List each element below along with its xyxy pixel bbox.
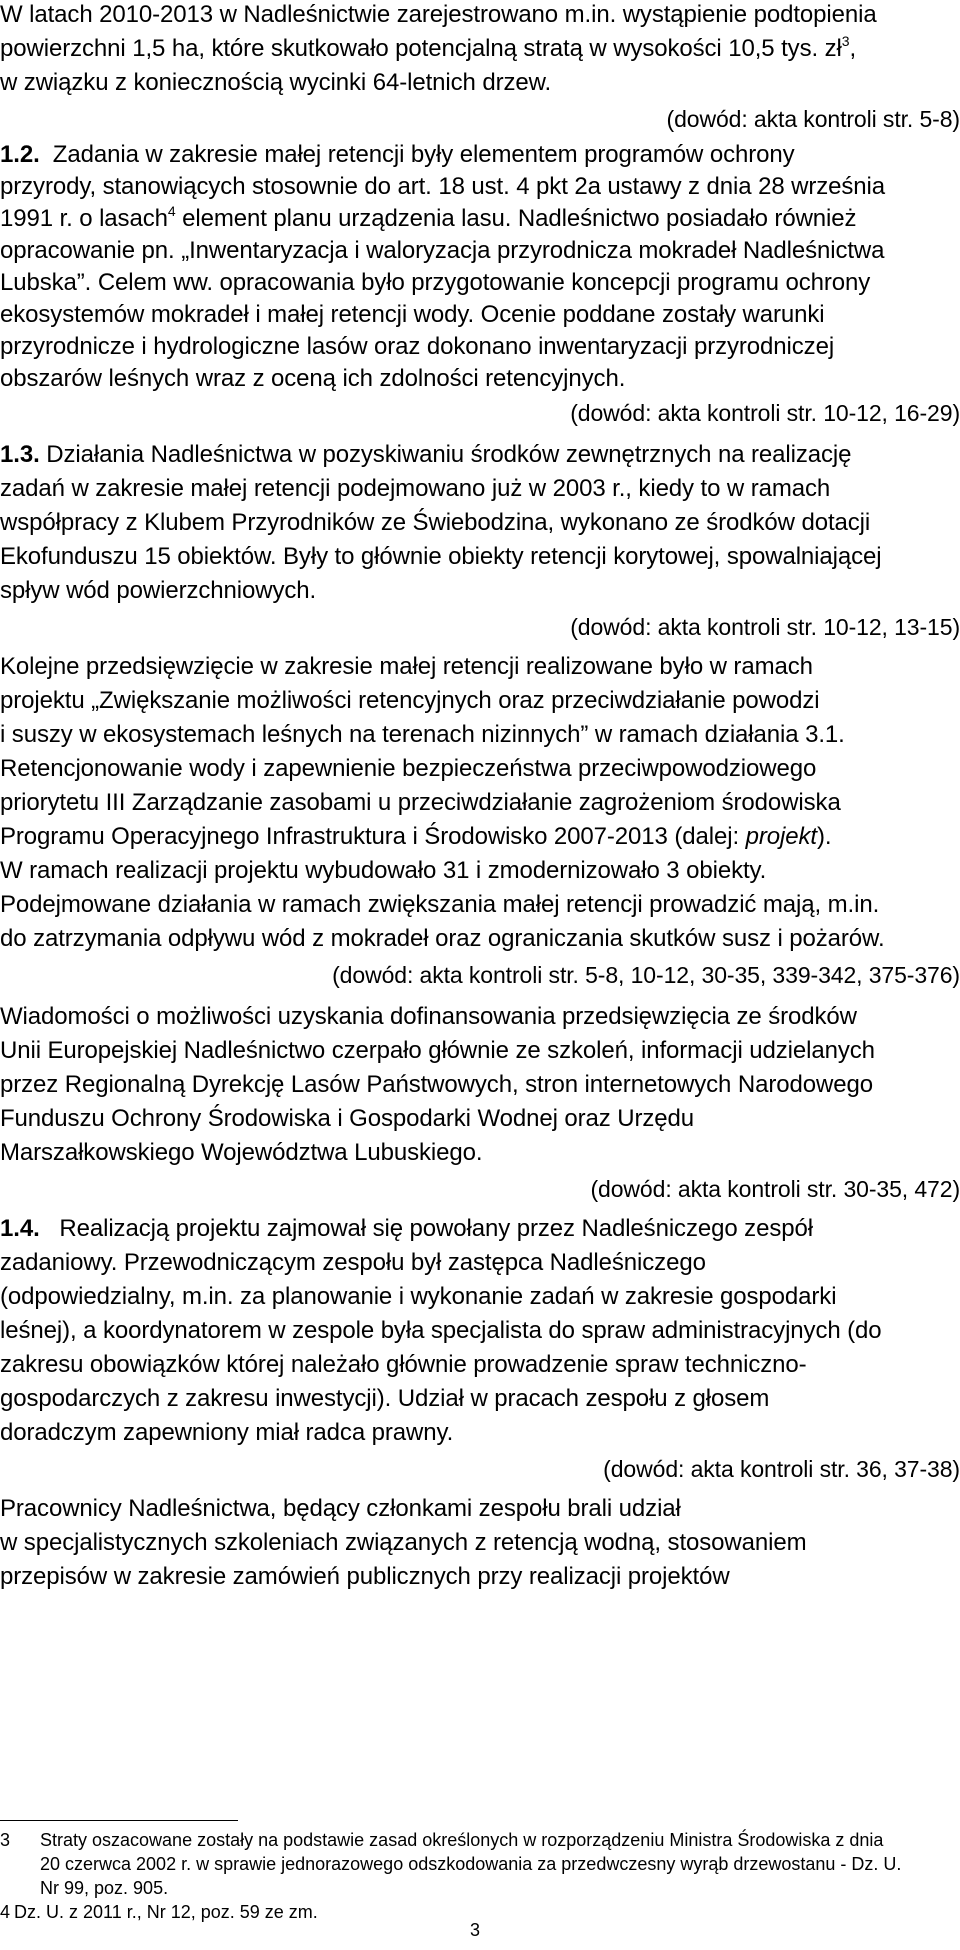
section-number: 1.2. <box>0 141 40 168</box>
text-line: opracowanie pn. „Inwentaryzacja i waloryzacja przyrodnicza mokradeł Nadleśnictwa <box>0 237 885 264</box>
italic-term: projekt <box>745 823 817 850</box>
text-line: W latach 2010-2013 w Nadleśnictwie zarejestrowano m.in. wystąpienie podtopienia <box>0 1 877 28</box>
text-line: w związku z koniecznością wycinki 64-letnich drzew. <box>0 69 552 96</box>
text-line: W ramach realizacji projektu wybudowało 31 i zmodernizowało 3 obiekty. <box>0 857 767 884</box>
text-line: projektu „Zwiększanie możliwości retencyjnych oraz przeciwdziałanie powodzi <box>0 687 820 714</box>
text-line: spływ wód powierzchniowych. <box>0 577 317 604</box>
evidence-reference: (dowód: akta kontroli str. 5-8, 10-12, 30-35, 339-342, 375-376) <box>332 962 960 988</box>
section-number: 1.4. <box>0 1215 40 1242</box>
footnote-ref[interactable]: 4 <box>167 203 176 219</box>
text-line: priorytetu III Zarządzanie zasobami u przeciwdziałanie zagrożeniom środowiska <box>0 789 841 816</box>
text-line: Lubska”. Celem ww. opracowania było przygotowanie koncepcji programu ochrony <box>0 269 871 296</box>
footnote-4-text: Dz. U. z 2011 r., Nr 12, poz. 59 ze zm. <box>14 1902 318 1922</box>
footnote-3-line: Straty oszacowane zostały na podstawie zasad określonych w rozporządzeniu Ministra Środowiska z dnia <box>40 1830 884 1850</box>
text-line: (odpowiedzialny, m.in. za planowanie i wykonanie zadań w zakresie gospodarki <box>0 1283 837 1310</box>
text-line: leśnej), a koordynatorem w zespole była specjalista do spraw administracyjnych (do <box>0 1317 882 1344</box>
text-line: Podejmowane działania w ramach zwiększania małej retencji prowadzić mają, m.in. <box>0 891 880 918</box>
text-line: doradczym zapewniony miał radca prawny. <box>0 1419 454 1446</box>
evidence-reference: (dowód: akta kontroli str. 10-12, 13-15) <box>570 614 960 640</box>
footnote-3-line: Nr 99, poz. 905. <box>40 1878 169 1898</box>
text-line: Pracownicy Nadleśnictwa, będący członkami zespołu brali udział <box>0 1495 681 1522</box>
text-line: przepisów w zakresie zamówień publicznych przy realizacji projektów <box>0 1563 730 1590</box>
text-line: gospodarczych z zakresu inwestycji). Udział w pracach zespołu z głosem <box>0 1385 770 1412</box>
evidence-reference: (dowód: akta kontroli str. 30-35, 472) <box>590 1176 960 1202</box>
text-line: Ekofunduszu 15 obiektów. Były to głównie obiekty retencji korytowej, spowalniającej <box>0 543 882 570</box>
text-line: obszarów leśnych wraz z oceną ich zdolności retencyjnych. <box>0 365 626 392</box>
text-line: Funduszu Ochrony Środowiska i Gospodarki Wodnej oraz Urzędu <box>0 1105 694 1132</box>
text-line: Marszałkowskiego Województwa Lubuskiego. <box>0 1139 483 1166</box>
text-line: zakresu obowiązków której należało głównie prowadzenie spraw techniczno- <box>0 1351 807 1378</box>
page-number: 3 <box>470 1920 481 1940</box>
text-line: 1.4. Realizacją projektu zajmował się powołany przez Nadleśniczego zespół <box>0 1215 813 1242</box>
text-line: i suszy w ekosystemach leśnych na terenach nizinnych” w ramach działania 3.1. <box>0 721 845 748</box>
text-line: Wiadomości o możliwości uzyskania dofinansowania przedsięwzięcia ze środków <box>0 1003 857 1030</box>
text-line: zadań w zakresie małej retencji podejmowano już w 2003 r., kiedy to w ramach <box>0 475 831 502</box>
text-line: Retencjonowanie wody i zapewnienie bezpieczeństwa przeciwpowodziowego <box>0 755 817 782</box>
text-line: Kolejne przedsięwzięcie w zakresie małej retencji realizowane było w ramach <box>0 653 813 680</box>
section-number: 1.3. <box>0 441 40 468</box>
footnote-separator <box>0 1820 238 1821</box>
text-line: przez Regionalną Dyrekcję Lasów Państwowych, stron internetowych Narodowego <box>0 1071 873 1098</box>
evidence-reference: (dowód: akta kontroli str. 10-12, 16-29) <box>570 400 960 426</box>
text-line: powierzchni 1,5 ha, które skutkowało potencjalną stratą w wysokości 10,5 tys. $zł^3$, <box>0 33 857 62</box>
footnote-4-mark: 4 <box>0 1902 11 1922</box>
footnote-3-line: 20 czerwca 2002 r. w sprawie jednorazowego odszkodowania za przedwczesny wyrąb drzewostanu - Dz. U. <box>40 1854 902 1874</box>
text-line: współpracy z Klubem Przyrodników ze Świebodzina, wykonano ze środków dotacji <box>0 509 871 536</box>
text-line: w specjalistycznych szkoleniach związanych z retencją wodną, stosowaniem <box>0 1529 807 1556</box>
text-line: przyrody, stanowiących stosownie do art. 18 ust. 4 pkt 2a ustawy z dnia 28 września <box>0 173 886 200</box>
text-line: przyrodnicze i hydrologiczne lasów oraz dokonano inwentaryzacji przyrodniczej <box>0 333 835 360</box>
text-line: Unii Europejskiej Nadleśnictwo czerpało głównie ze szkoleń, informacji udzielanych <box>0 1037 875 1064</box>
footnote-ref[interactable]: 3 <box>841 33 850 49</box>
footnote-3-mark: 3 <box>0 1830 11 1850</box>
text-line: Programu Operacyjnego Infrastruktura i Środowisko 2007-2013 (dalej: projekt). <box>0 823 832 850</box>
evidence-reference: (dowód: akta kontroli str. 36, 37-38) <box>603 1456 960 1482</box>
text-line: ekosystemów mokradeł i małej retencji wody. Ocenie poddane zostały warunki <box>0 301 825 328</box>
text-line: 1.2. Zadania w zakresie małej retencji były elementem programów ochrony <box>0 141 795 168</box>
text-line: 1991 r. o lasach$^4$ element planu urządzenia lasu. Nadleśnictwo posiadało również <box>0 203 857 232</box>
text-line: 1.3. Działania Nadleśnictwa w pozyskiwaniu środków zewnętrznych na realizację <box>0 441 852 468</box>
text-line: zadaniowy. Przewodniczącym zespołu był zastępca Nadleśniczego <box>0 1249 706 1276</box>
evidence-reference: (dowód: akta kontroli str. 5-8) <box>666 106 960 132</box>
text-line: do zatrzymania odpływu wód z mokradeł oraz ograniczania skutków susz i pożarów. <box>0 925 885 952</box>
